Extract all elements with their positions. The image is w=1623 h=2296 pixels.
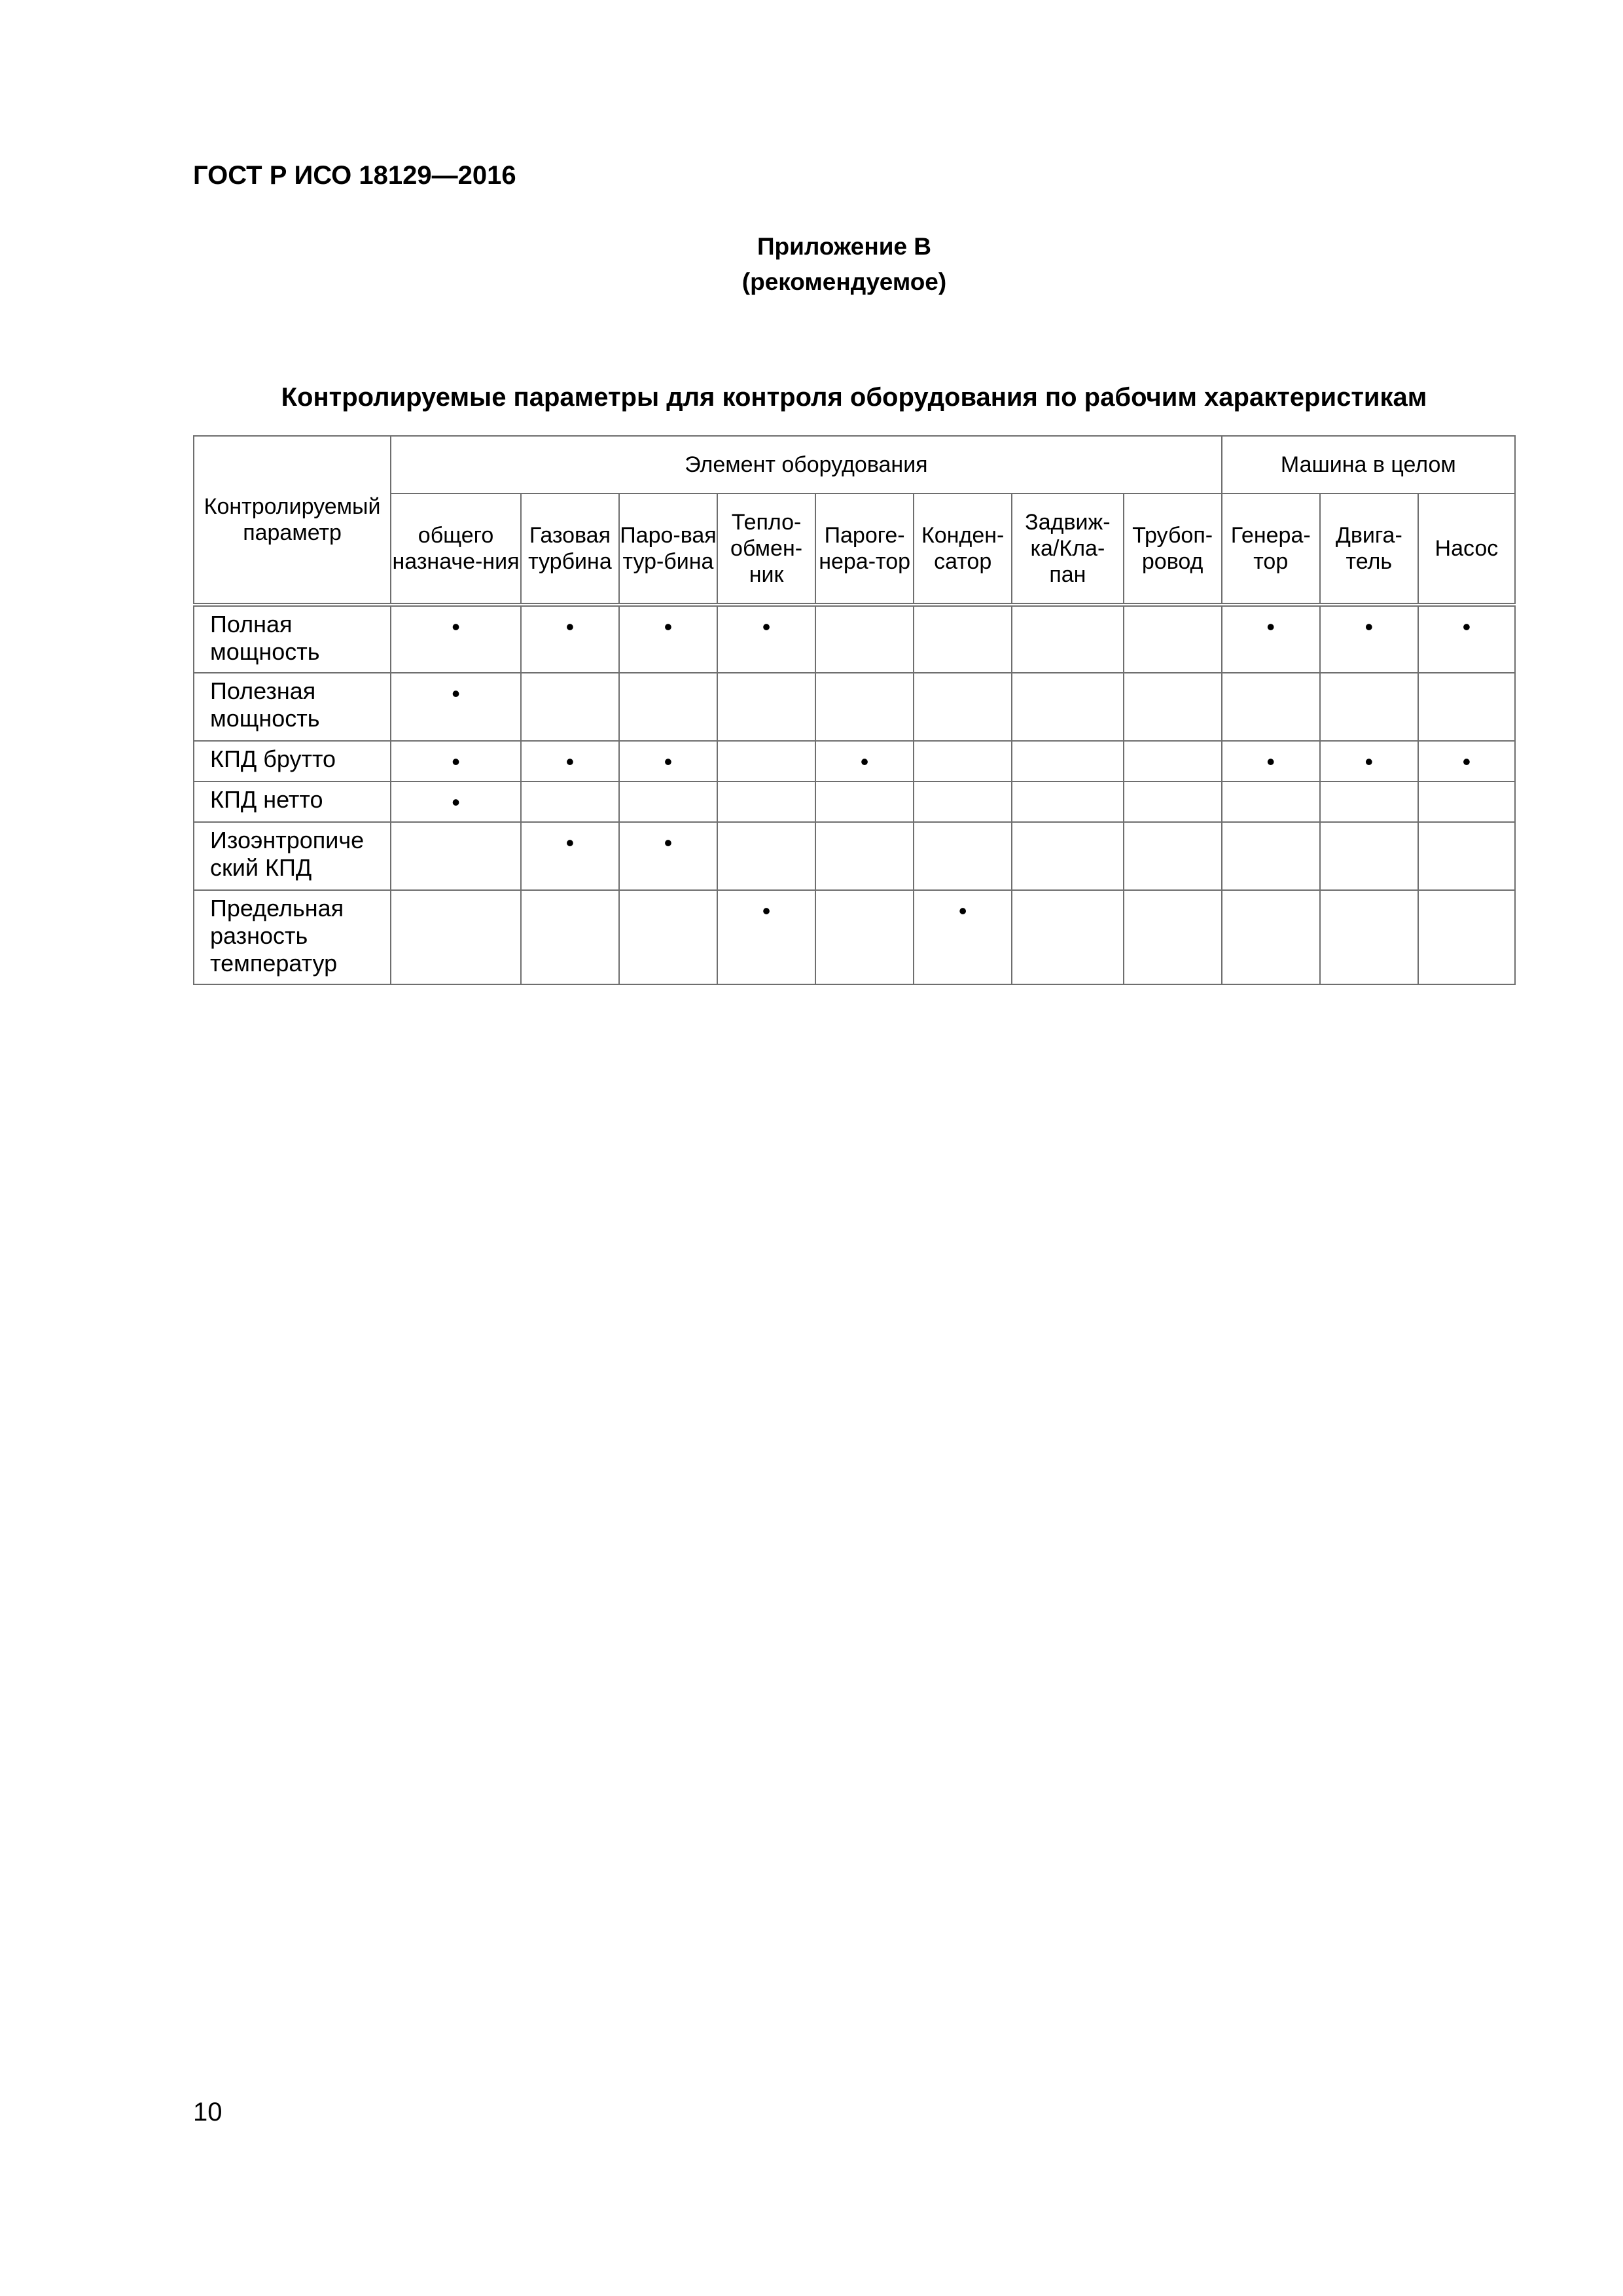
table-cell [1418, 605, 1515, 673]
table-cell [619, 673, 717, 741]
row-param-label: Полная мощность [194, 605, 391, 673]
column-header: Пароге-нера-тор [815, 493, 914, 605]
table-cell [815, 741, 914, 781]
table-cell [717, 673, 815, 741]
table-cell [815, 822, 914, 890]
table-cell [1320, 822, 1418, 890]
group-header-machine: Машина в целом [1222, 436, 1515, 493]
bullet-mark: • [1462, 748, 1471, 775]
table-cell [815, 605, 914, 673]
table-cell [619, 822, 717, 890]
table-cell [1418, 822, 1515, 890]
table-cell [521, 741, 619, 781]
table-cell [1012, 781, 1123, 822]
bullet-mark: • [762, 613, 771, 640]
bullet-mark: • [565, 613, 575, 640]
table-cell [717, 822, 815, 890]
bullet-mark: • [664, 829, 673, 856]
bullet-mark: • [762, 897, 771, 924]
column-header: Паро-вая тур-бина [619, 493, 717, 605]
table-cell [1320, 890, 1418, 984]
table-cell [914, 890, 1012, 984]
standard-code: ГОСТ Р ИСО 18129—2016 [193, 161, 516, 190]
table-cell [1320, 781, 1418, 822]
bullet-mark: • [452, 789, 460, 816]
row-param-label: КПД нетто [194, 781, 391, 822]
bullet-mark: • [1364, 613, 1374, 640]
table-cell [391, 605, 521, 673]
table-cell [619, 741, 717, 781]
table-cell [1124, 890, 1222, 984]
column-header: общего назначе-ния [391, 493, 521, 605]
table-cell [717, 781, 815, 822]
table-cell [521, 822, 619, 890]
table-cell [521, 605, 619, 673]
row-param-label: Изоэнтропиче ский КПД [194, 822, 391, 890]
table-title: Контролируемые параметры для контроля оборудования по рабочим характеристикам [281, 383, 1427, 412]
table-cell [1222, 781, 1320, 822]
table-row [194, 673, 1515, 741]
bullet-mark: • [452, 748, 460, 775]
table-cell [1418, 890, 1515, 984]
bullet-mark: • [664, 748, 673, 775]
row-param-label: Полезная мощность [194, 673, 391, 741]
table-cell [914, 781, 1012, 822]
table-cell [914, 741, 1012, 781]
table-cell [1418, 781, 1515, 822]
bullet-mark: • [1266, 613, 1275, 640]
column-header: Трубоп-ровод [1124, 493, 1222, 605]
table-row [194, 890, 1515, 984]
column-header: Задвиж-ка/Кла-пан [1012, 493, 1123, 605]
column-header: Газовая турбина [521, 493, 619, 605]
table-cell [391, 890, 521, 984]
table-cell [619, 605, 717, 673]
table-cell [1222, 605, 1320, 673]
table-cell [391, 822, 521, 890]
table-cell [1222, 822, 1320, 890]
table-cell [391, 741, 521, 781]
table-cell [619, 890, 717, 984]
bullet-mark: • [860, 748, 869, 775]
bullet-mark: • [452, 680, 460, 707]
row-param-label: КПД брутто [194, 741, 391, 781]
appendix-title: Приложение В [757, 233, 932, 260]
table-cell [717, 741, 815, 781]
table-cell [1124, 781, 1222, 822]
column-header: Тепло-обмен-ник [717, 493, 815, 605]
bullet-mark: • [565, 748, 575, 775]
bullet-mark: • [958, 897, 967, 924]
table-cell [619, 781, 717, 822]
table-cell [1222, 890, 1320, 984]
parameters-table [193, 435, 1516, 985]
bullet-mark: • [664, 613, 673, 640]
table-cell [717, 605, 815, 673]
param-column-header: Контролируемый параметр [194, 436, 391, 605]
row-param-label: Предельная разность температур [194, 890, 391, 984]
table-cell [815, 890, 914, 984]
appendix-heading [0, 229, 1623, 300]
bullet-mark: • [565, 829, 575, 856]
table-cell [1012, 605, 1123, 673]
table-cell [1222, 673, 1320, 741]
table-cell [1124, 673, 1222, 741]
table-row [194, 781, 1515, 822]
table-cell [391, 673, 521, 741]
table-cell [1124, 605, 1222, 673]
bullet-mark: • [1266, 748, 1275, 775]
table-cell [914, 822, 1012, 890]
table-cell [1320, 605, 1418, 673]
table-cell [1012, 741, 1123, 781]
table-row [194, 741, 1515, 781]
table-cell [391, 781, 521, 822]
table-cell [1012, 890, 1123, 984]
table-cell [914, 605, 1012, 673]
appendix-status: (рекомендуемое) [741, 268, 947, 295]
table-cell [1222, 741, 1320, 781]
table-cell [1012, 673, 1123, 741]
bullet-mark: • [452, 613, 460, 640]
table-cell [521, 673, 619, 741]
table-cell [1012, 822, 1123, 890]
group-header-element: Элемент оборудования [391, 436, 1222, 493]
table-cell [1124, 741, 1222, 781]
table-cell [1418, 741, 1515, 781]
column-header: Двига-тель [1320, 493, 1418, 605]
table-cell [1418, 673, 1515, 741]
table-row [194, 822, 1515, 890]
page-number: 10 [193, 2098, 223, 2126]
bullet-mark: • [1462, 613, 1471, 640]
table-cell [815, 781, 914, 822]
table-row [194, 605, 1515, 673]
bullet-mark: • [1364, 748, 1374, 775]
table-cell [1320, 741, 1418, 781]
table-cell [815, 673, 914, 741]
column-header: Насос [1418, 493, 1515, 605]
table-body [194, 605, 1515, 984]
table-cell [521, 781, 619, 822]
table-cell [914, 673, 1012, 741]
table-cell [717, 890, 815, 984]
column-header: Конден-сатор [914, 493, 1012, 605]
table-cell [1320, 673, 1418, 741]
table-cell [1124, 822, 1222, 890]
table-cell [521, 890, 619, 984]
column-header: Генера-тор [1222, 493, 1320, 605]
